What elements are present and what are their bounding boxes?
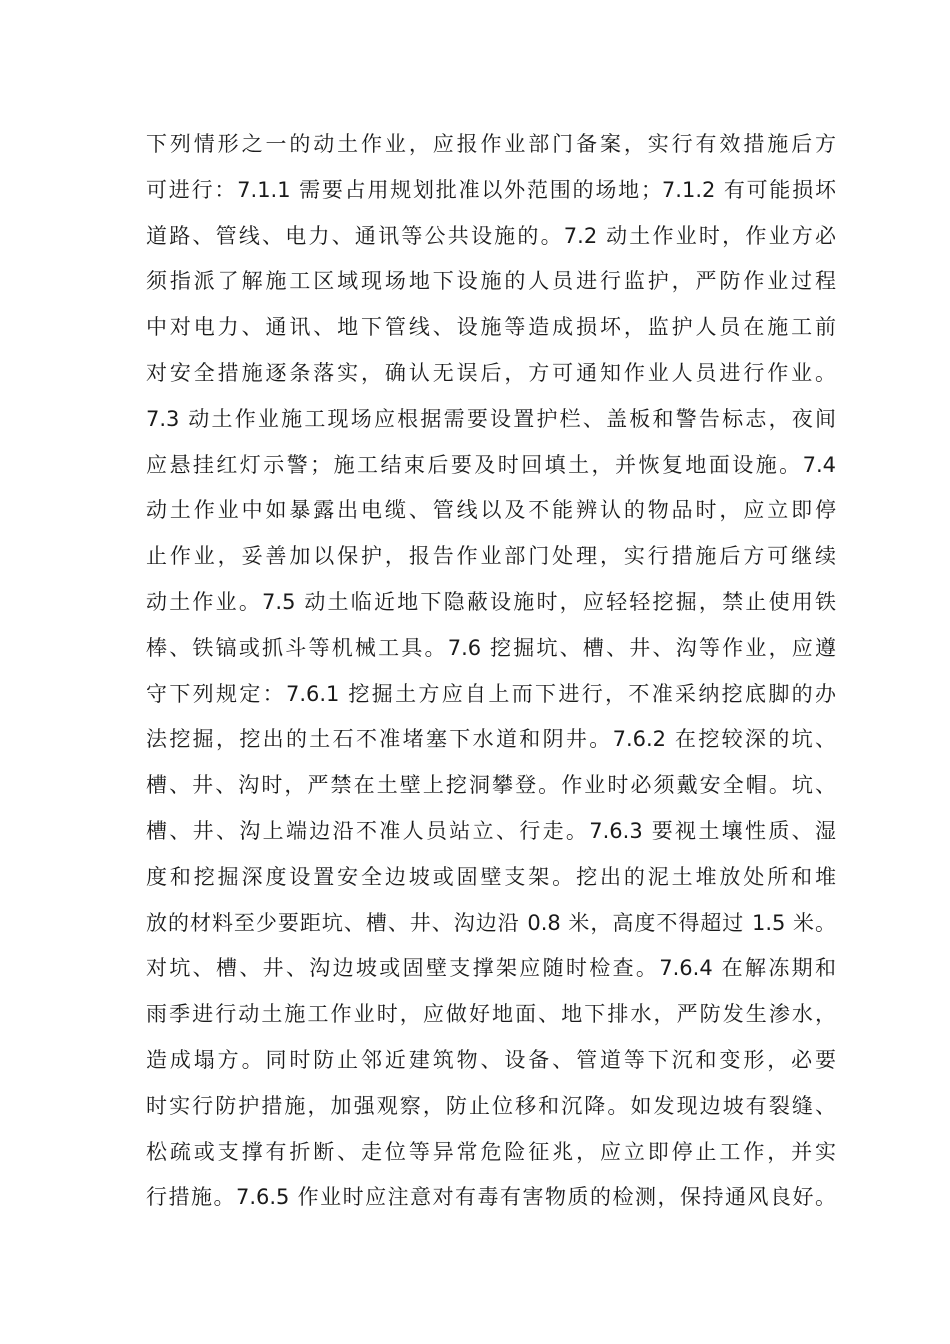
text-line: 放的材料至少要距坑、槽、井、沟边沿 0.8 米，高度不得超过 1.5 米。 (146, 910, 836, 935)
text-line: 下列情形之一的动土作业，应报作业部门备案，实行有效措施后方 (146, 132, 836, 156)
text-line: 槽、井、沟时，严禁在土壁上挖洞攀登。作业时必须戴安全帽。坑、 (146, 773, 836, 798)
text-line: 法挖掘，挖出的土石不准堵塞下水道和阴井。7.6.2 在挖较深的坑、 (146, 727, 836, 752)
text-line: 棒、铁镐或抓斗等机械工具。7.6 挖掘坑、槽、井、沟等作业，应遵 (146, 635, 836, 660)
text-line: 造成塌方。同时防止邻近建筑物、设备、管道等下沉和变形，必要 (146, 1047, 836, 1072)
text-line: 度和挖掘深度设置安全边坡或固壁支架。挖出的泥土堆放处所和堆 (146, 864, 836, 889)
text-line: 止作业，妥善加以保护，报告作业部门处理，实行措施后方可继续 (146, 544, 836, 569)
text-line: 可进行：7.1.1 需要占用规划批准以外范围的场地；7.1.2 有可能损坏 (146, 177, 836, 202)
text-line: 道路、管线、电力、通讯等公共设施的。7.2 动土作业时，作业方必 (146, 223, 836, 248)
text-line: 应悬挂红灯示警；施工结束后要及时回填土，并恢复地面设施。7.4 (146, 452, 836, 477)
text-line: 时实行防护措施，加强观察，防止位移和沉降。如发现边坡有裂缝、 (146, 1093, 836, 1118)
text-line: 雨季进行动土施工作业时，应做好地面、地下排水，严防发生渗水， (146, 1002, 836, 1027)
text-line: 中对电力、通讯、地下管线、设施等造成损坏，监护人员在施工前 (146, 315, 836, 340)
body-paragraph (146, 122, 836, 1221)
text-line: 守下列规定：7.6.1 挖掘土方应自上而下进行，不准采纳挖底脚的办 (146, 681, 836, 706)
text-line: 须指派了解施工区域现场地下设施的人员进行监护，严防作业过程 (146, 269, 836, 294)
text-line: 对安全措施逐条落实，确认无误后，方可通知作业人员进行作业。 (146, 360, 836, 385)
text-line: 对坑、槽、井、沟边坡或固壁支撑架应随时检查。7.6.4 在解冻期和 (146, 956, 836, 981)
text-line: 动土作业中如暴露出电缆、管线以及不能辨认的物品时，应立即停 (146, 498, 836, 523)
text-line: 行措施。7.6.5 作业时应注意对有毒有害物质的检测，保持通风良好。 (146, 1185, 836, 1210)
text-line: 松疏或支撑有折断、走位等异常危险征兆，应立即停止工作，并实 (146, 1139, 836, 1164)
text-line: 槽、井、沟上端边沿不准人员站立、行走。7.6.3 要视土壤性质、湿 (146, 818, 836, 843)
text-line: 动土作业。7.5 动土临近地下隐蔽设施时，应轻轻挖掘，禁止使用铁 (146, 589, 836, 614)
text-line: 7.3 动土作业施工现场应根据需要设置护栏、盖板和警告标志，夜间 (146, 406, 836, 431)
